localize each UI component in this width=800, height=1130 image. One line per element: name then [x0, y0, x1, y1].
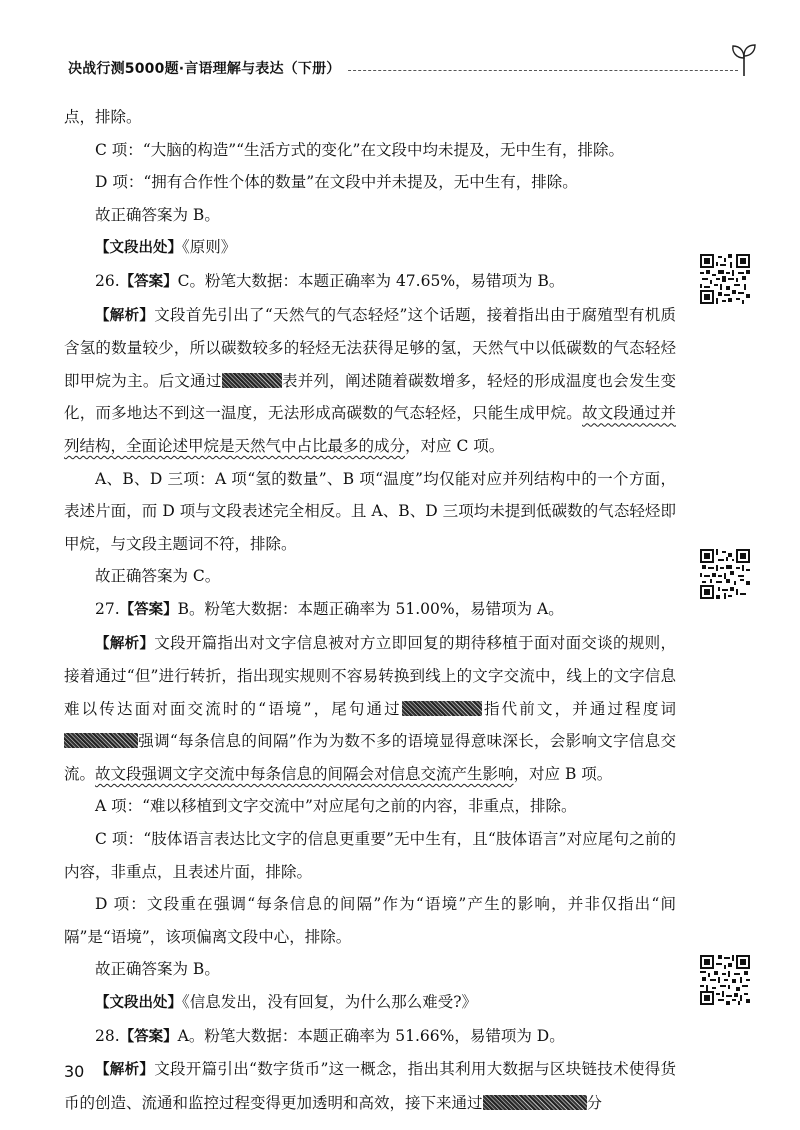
- redacted-mark: [64, 733, 138, 748]
- source-line: [64, 231, 676, 265]
- key-sentence-underline: 故文段强调文字交流中每条信息的间隔会对信息交流产生影响: [95, 764, 514, 783]
- analysis-text: ，对应 C 项。: [405, 436, 505, 455]
- paragraph: 故正确答案为 C。: [95, 567, 221, 586]
- analysis-27: [64, 627, 676, 791]
- analysis-text: 文段首先引出了“天然气的气态轻烃”这个话题，接着指出由于腐殖型有机质含氢的数量较少，所以碳数较多的轻烃无法获得足够的氢，天然气中以低碳数的气态轻烃即甲烷为主。后文通过: [64, 305, 677, 390]
- paragraph: A 项：“难以移植到文字交流中”对应尾句之前的内容，非重点，排除。: [95, 797, 577, 816]
- analysis-text: 文段开篇引出“数字货币”这一概念，指出其利用大数据与区块链技术使得货币的创造、流通和监控过程变得更加透明和高效，接下来通过: [64, 1060, 677, 1112]
- analysis-text: ，对应 B 项。: [513, 764, 613, 783]
- qr-code-icon[interactable]: [700, 955, 750, 1005]
- page-number: 30: [64, 1062, 85, 1081]
- redacted-mark: [222, 373, 282, 388]
- answer-text: B。粉笔大数据：本题正确率为 51.00%，易错项为 A。: [177, 599, 564, 618]
- qr-code-icon[interactable]: [700, 549, 750, 599]
- analysis-text: 文段开篇指出对文字信息被对方立即回复的期待移植于面对面交谈的规则，接着通过“但”进行转折，指出现实规则不容易转换到线上的文字交流中，线上的文字信息难以传达面对面交流时的“语境”，尾句通过: [64, 633, 676, 718]
- redacted-mark: [483, 1095, 587, 1110]
- analysis-tag: 【解析】: [95, 635, 155, 652]
- paragraph: A、B、D 三项：A 项“氢的数量”、B 项“温度”均仅能对应并列结构中的一个方面，表述片面，而 D 项与文段表述完全相反。且 A、B、D 三项均未提到低碳数的气态轻烃即甲烷，与文段主题词不符，排除。: [64, 469, 676, 553]
- source-tag: 【文段出处】: [95, 995, 182, 1012]
- analysis-tag: 【解析】: [95, 1062, 155, 1079]
- qr-code-icon[interactable]: [700, 254, 750, 304]
- paragraph: 故正确答案为 B。: [95, 960, 220, 979]
- source-title: 《原则》: [182, 238, 237, 257]
- paragraph: D 项：文段重在强调“每条信息的间隔”作为“语境”产生的影响，并非仅指出“间隔”是“语境”，该项偏离文段中心，排除。: [64, 895, 676, 946]
- running-header: [68, 58, 758, 82]
- source-line: [64, 986, 676, 1020]
- key-sentence-underline: 故文段通过并列结构，全面论述甲烷是天然气中占比最多的成分: [64, 404, 676, 455]
- paragraph: 故正确答案为 B。: [95, 205, 220, 224]
- paragraph: D 项：“拥有合作性个体的数量”在文段中并未提及，无中生有，排除。: [95, 173, 578, 192]
- analysis-text: 表并列，阐述随着碳数增多，轻烃的形成温度也会发生变化，而多地达不到这一温度，无法形成高碳数的气态轻烃，只能生成甲烷。: [64, 371, 676, 423]
- answer-line-28: [64, 1020, 676, 1054]
- answer-text: A。粉笔大数据：本题正确率为 51.66%，易错项为 D。: [177, 1026, 565, 1045]
- analysis-28: [64, 1053, 676, 1119]
- analysis-text: 分: [586, 1093, 603, 1112]
- question-number: 26.: [95, 271, 120, 290]
- paragraph: C 项：“肢体语言表达比文字的信息更重要”无中生有，且“肢体语言”对应尾句之前的内容，非重点，且表述片面，排除。: [64, 830, 676, 881]
- header-title: 决战行测5000题·言语理解与表达（下册）: [68, 58, 346, 78]
- source-title: 《信息发出，没有回复，为什么那么难受?》: [182, 993, 478, 1012]
- answer-explanations: [64, 101, 676, 1119]
- answer-tag: 【答案】: [119, 273, 178, 290]
- redacted-mark: [402, 701, 482, 716]
- answer-text: C。粉笔大数据：本题正确率为 47.65%，易错项为 B。: [177, 271, 565, 290]
- answer-line-27: [64, 593, 676, 627]
- analysis-tag: 【解析】: [95, 307, 155, 324]
- analysis-26: [64, 299, 676, 463]
- paragraph: 点，排除。: [64, 108, 142, 126]
- sprout-icon: [730, 42, 758, 78]
- source-tag: 【文段出处】: [95, 240, 182, 257]
- question-number: 27.: [95, 599, 120, 618]
- answer-tag: 【答案】: [119, 1028, 178, 1045]
- analysis-text: 强调“每条信息的间隔”作为为数不多的语境显得意味深长，会影响文字信息交流。: [64, 732, 676, 783]
- question-number: 28.: [95, 1026, 120, 1045]
- header-dashed-rule: [338, 70, 738, 71]
- analysis-text: 指代前文，并通过程度词: [481, 699, 676, 718]
- answer-tag: 【答案】: [119, 601, 178, 618]
- paragraph: C 项：“大脑的构造”“生活方式的变化”在文段中均未提及，无中生有，排除。: [95, 140, 624, 159]
- answer-line-26: [64, 265, 676, 299]
